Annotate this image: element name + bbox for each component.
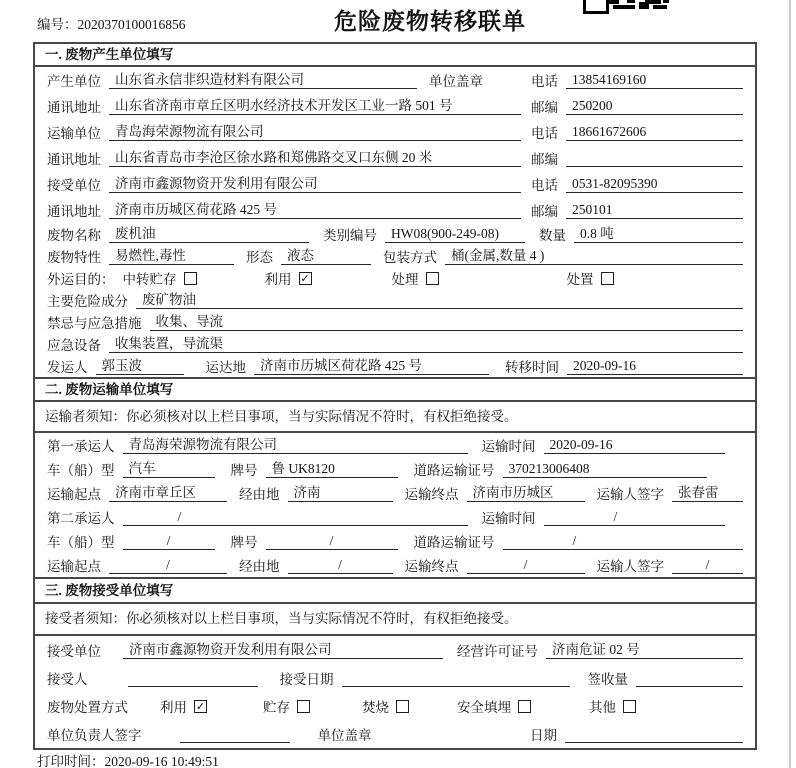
produce-unit-value: 山东省永信非织造材料有限公司 [109,71,417,89]
taboo-value: 收集、导流 [150,313,744,331]
vehicle1-label: 车（船）型 [47,463,115,478]
permit-label: 经营许可证号 [457,644,538,659]
vehicle1-value: 汽车 [123,460,215,478]
dispose-label: 处置 [566,272,594,287]
end2-label: 运输终点 [404,559,459,574]
time1-label: 运输时间 [481,439,536,454]
addr3-label: 通讯地址 [47,204,101,219]
purpose-option-dispose [567,268,614,288]
row-transport-address [35,145,755,171]
addr3-value: 济南市历城区荷花路 425 号 [109,201,521,219]
receive-unit-label: 接受单位 [47,178,101,193]
origin2-label: 运输起点 [47,559,101,574]
disposal-option-store [263,696,310,716]
plate2-label: 牌号 [230,535,258,550]
form-label: 形态 [246,250,273,265]
purpose-option-transfer-storage [123,268,197,288]
license2-value: / [503,532,744,550]
addr2-value: 山东省青岛市李沧区徐水路和郑佛路交叉口东侧 20 米 [109,149,521,167]
row-sender [35,355,755,377]
character-label: 废物特性 [47,250,101,265]
row-route-1 [35,481,755,505]
disposal-utilize-label: 利用 [160,700,187,715]
page-edge-line [789,0,791,768]
plate1-label: 牌号 [230,463,258,478]
section-producer [33,42,757,379]
section-receiver [33,577,757,750]
time1-value: 2020-09-16 [544,436,726,454]
transfer-storage-label: 中转贮存 [122,272,177,287]
carrier2-value: / [123,508,468,526]
qty-value: 0.8 吨 [574,225,743,243]
date-value [565,725,743,743]
row-transport-unit [35,119,755,145]
section-receiver-title: 三. 废物接受单位填写 [35,579,755,604]
qr-code-icon [583,0,683,10]
sign-qty-label: 签收量 [587,672,628,687]
plate1-value: 鲁 UK8120 [266,460,398,478]
section-producer-title: 一. 废物产生单位填写 [35,44,755,67]
end1-value: 济南市历城区 [467,484,585,502]
receive-unit3-value: 济南市鑫源物资开发利用有限公司 [123,641,443,659]
disposal-store-checkbox [297,700,310,713]
zip3-group [531,200,743,220]
receiver-label: 接受人 [47,672,88,687]
head-sign-value [180,725,290,743]
disposal-landfill-checkbox [518,700,531,713]
phone3-group [531,174,743,194]
row-disposal-method [35,692,755,720]
category-value: HW08(900-249-08) [385,225,525,243]
row-vehicle-2 [35,529,755,553]
package-value: 桶(金属,数量 4 ) [445,247,743,265]
receiver-notice: 接受者须知：你必须核对以上栏目事项，当与实际情况不符时，有权拒绝接受。 [35,604,755,636]
disposal-option-incinerate [362,696,409,716]
equip-label: 应急设备 [47,338,101,353]
section-transporter-title: 二. 废物运输单位填写 [35,379,755,402]
origin1-value: 济南市章丘区 [109,484,227,502]
waste-name-label: 废物名称 [47,228,101,243]
phone1-group [531,70,743,90]
date-label: 日期 [530,728,557,743]
addr2-label: 通讯地址 [47,152,101,167]
disposal-other-checkbox [623,700,636,713]
transfer-time-label: 转移时间 [505,360,559,375]
disposal-label: 废物处置方式 [47,700,128,715]
hazard-label: 主要危险成分 [47,294,128,309]
zip3-value: 250101 [566,201,743,219]
disposal-option-other [589,696,636,716]
row-first-carrier [35,433,755,457]
treat-label: 处理 [391,272,419,287]
row-hazard-component [35,289,755,311]
row-emergency-equipment [35,333,755,355]
dest-label: 运达地 [205,360,246,375]
zip2-value [566,149,743,167]
phone2-value: 18661672606 [566,123,743,141]
sender-label: 发运人 [47,360,88,375]
row-waste-character [35,245,755,267]
disposal-option-landfill [457,696,531,716]
sign2-label: 运输人签字 [596,559,664,574]
receive-date-value [342,669,570,687]
form-value: 液态 [281,247,371,265]
origin1-label: 运输起点 [47,487,101,502]
receiver-value [128,669,258,687]
time2-value: / [544,508,726,526]
disposal-store-label: 贮存 [263,700,290,715]
row-receive-unit-3 [35,636,755,664]
row-produce-unit [35,67,755,93]
unit-seal3-label: 单位盖章 [317,728,372,743]
section-transporter [33,377,757,579]
sign-qty-value [636,669,743,687]
character-value: 易燃性,毒性 [109,247,234,265]
license2-label: 道路运输证号 [413,535,495,550]
license1-label: 道路运输证号 [413,463,495,478]
carrier1-value: 青岛海荣源物流有限公司 [123,436,468,454]
via2-label: 经由地 [239,559,280,574]
phone2-label: 电话 [531,126,558,141]
row-producer-address [35,93,755,119]
carrier1-label: 第一承运人 [47,439,115,454]
disposal-option-utilize [160,696,207,716]
zip3-label: 邮编 [531,204,558,219]
hazard-value: 废矿物油 [136,291,743,309]
plate2-value: / [266,532,398,550]
receive-date-label: 接受日期 [279,672,334,687]
transport-unit-label: 运输单位 [47,126,101,141]
origin2-value: / [109,556,227,574]
zip2-group [531,148,743,168]
produce-unit-label: 产生单位 [47,74,101,89]
disposal-utilize-checkbox: ✓ [195,699,206,713]
disposal-incinerate-checkbox [396,700,409,713]
end1-label: 运输终点 [404,487,459,502]
row-receiver-person [35,664,755,692]
phone3-label: 电话 [531,178,558,193]
transfer-time-value: 2020-09-16 [567,357,743,375]
vehicle2-label: 车（船）型 [47,535,115,550]
carrier2-label: 第二承运人 [47,511,115,526]
row-receive-unit [35,171,755,197]
transporter-notice: 运输者须知：你必须核对以上栏目事项，当与实际情况不符时，有权拒绝接受。 [35,402,755,433]
row-second-carrier [35,505,755,529]
treat-checkbox [426,272,439,285]
end2-value: / [467,556,585,574]
row-receiver-address [35,197,755,223]
manifest-form [33,42,757,750]
phone3-value: 0531-82095390 [566,175,743,193]
qty-label: 数量 [539,228,566,243]
vehicle2-value: / [123,532,215,550]
disposal-incinerate-label: 焚烧 [362,700,389,715]
purpose-label: 外运目的： [47,272,115,287]
receive-unit-value: 济南市鑫源物资开发利用有限公司 [109,175,521,193]
zip2-label: 邮编 [531,152,558,167]
serial-label: 编号： [37,17,78,32]
purpose-option-utilize [265,268,312,288]
sign1-value: 张春雷 [672,484,743,502]
license1-value: 370213006408 [503,460,708,478]
print-time-label: 打印时间： [37,754,105,768]
waste-name-value: 废机油 [109,225,309,243]
permit-value: 济南危证 02 号 [546,641,743,659]
head-sign-label: 单位负责人签字 [47,728,142,743]
addr1-label: 通讯地址 [47,100,101,115]
via1-value: 济南 [288,484,393,502]
serial-value: 2020370100016856 [77,17,186,32]
zip1-label: 邮编 [531,100,558,115]
sign1-label: 运输人签字 [596,487,664,502]
purpose-option-treat [392,268,439,288]
row-head-signature [35,720,755,748]
taboo-label: 禁忌与应急措施 [47,316,142,331]
print-time [37,750,219,768]
phone1-value: 13854169160 [566,71,743,89]
package-label: 包装方式 [383,250,437,265]
row-transfer-purpose [35,267,755,289]
receive-unit3-label: 接受单位 [47,644,101,659]
via2-value: / [288,556,393,574]
dest-value: 济南市历城区荷花路 425 号 [254,357,489,375]
row-route-2 [35,553,755,577]
transport-unit-value: 青岛海荣源物流有限公司 [109,123,521,141]
row-vehicle-1 [35,457,755,481]
unit-seal-label: 单位盖章 [429,74,483,89]
dispose-checkbox [601,272,614,285]
equip-value: 收集装置，导流渠 [109,335,743,353]
disposal-landfill-label: 安全填埋 [457,700,511,715]
via1-label: 经由地 [239,487,280,502]
page-title: 危险废物转移联单 [334,9,526,34]
utilize-checkbox: ✓ [300,271,310,285]
disposal-other-label: 其他 [589,700,616,715]
addr1-value: 山东省济南市章丘区明水经济技术开发区工业一路 501 号 [109,97,521,115]
phone2-group [531,122,743,142]
serial-number [37,13,186,33]
time2-label: 运输时间 [481,511,536,526]
print-time-value: 2020-09-16 10:49:51 [104,754,219,768]
category-label: 类别编号 [323,228,377,243]
phone1-label: 电话 [531,74,558,89]
transfer-storage-checkbox [184,272,197,285]
zip1-group [531,96,743,116]
row-taboo-measures [35,311,755,333]
row-waste-name [35,223,755,245]
utilize-label: 利用 [264,272,292,287]
sender-value: 郭玉波 [96,357,184,375]
zip1-value: 250200 [566,97,743,115]
sign2-value: / [672,556,743,574]
